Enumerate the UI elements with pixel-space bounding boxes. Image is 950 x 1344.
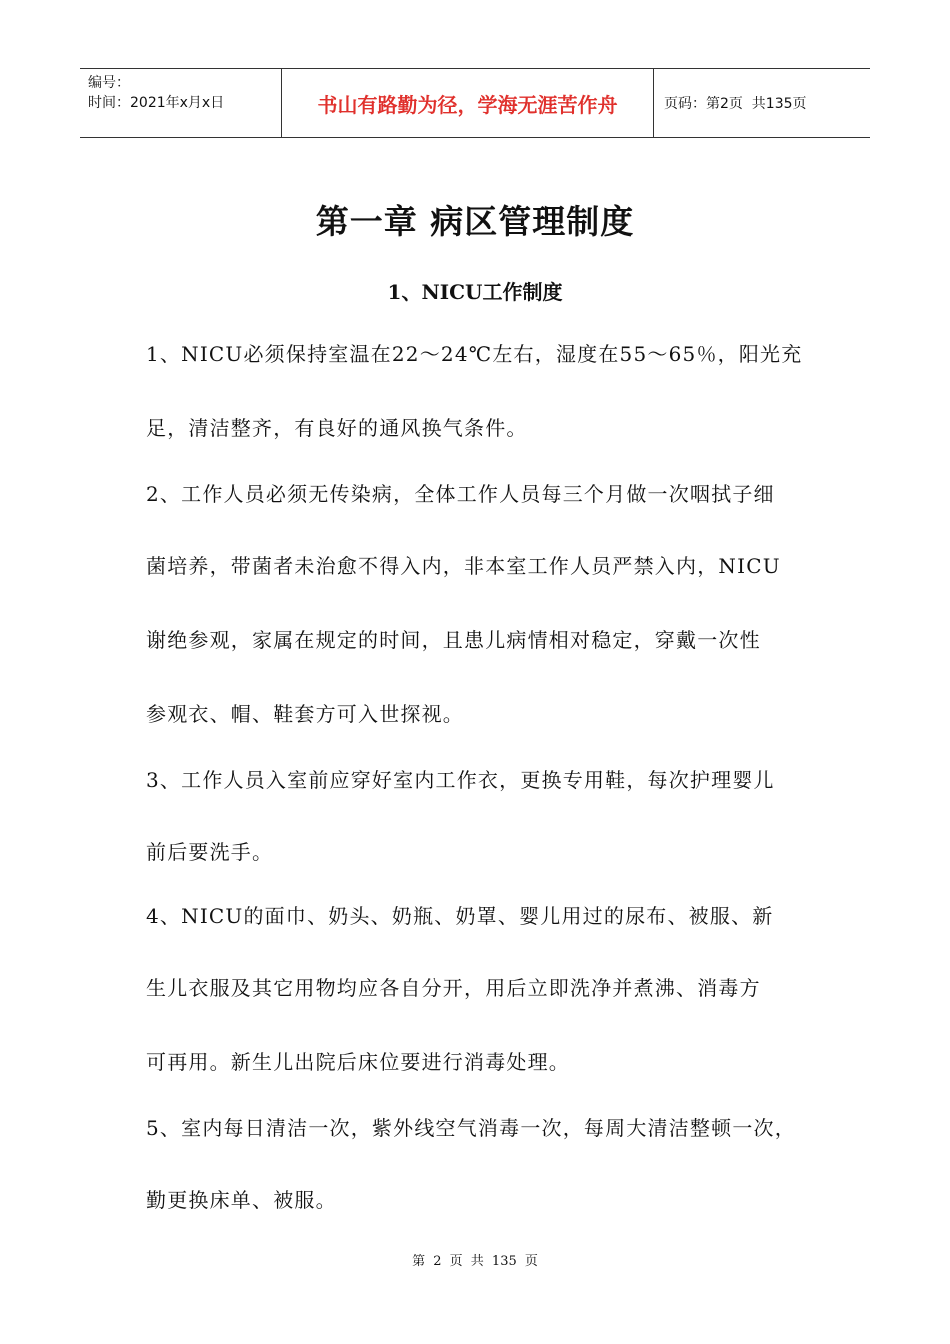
header-motto: 书山有路勤为径，学海无涯苦作舟 (282, 69, 654, 137)
body-line: 1、NICU必须保持室温在22～24℃左右，湿度在55～65％，阳光充 (146, 342, 803, 366)
body-line: 5、室内每日清洁一次，紫外线空气消毒一次，每周大清洁整顿一次， (146, 1116, 796, 1140)
section-title: 1、NICU工作制度 (387, 280, 563, 304)
body-line: 前后要洗手。 (146, 840, 274, 864)
body-line: 3、工作人员入室前应穿好室内工作衣，更换专用鞋，每次护理婴儿 (146, 768, 775, 792)
chapter-title: 第一章 病区管理制度 (315, 202, 635, 241)
body-line: 4、NICU的面巾、奶头、奶瓶、奶罩、婴儿用过的尿布、被服、新 (146, 904, 774, 928)
body-line: 2、工作人员必须无传染病，全体工作人员每三个月做一次咽拭子细 (146, 482, 775, 506)
body-line: 菌培养，带菌者未治愈不得入内，非本室工作人员严禁入内，NICU (146, 554, 781, 578)
body-line: 勤更换床单、被服。 (146, 1188, 337, 1212)
header-time-label: 时间：2021年x月x日 (88, 95, 225, 111)
header-meta (80, 69, 282, 137)
header-page-info-cell (654, 69, 870, 137)
page-header (80, 68, 870, 138)
body-line: 足，清洁整齐，有良好的通风换气条件。 (146, 416, 528, 440)
header-number-label: 编号： (88, 75, 130, 91)
body-line: 参观衣、帽、鞋套方可入世探视。 (146, 702, 464, 726)
body-line: 谢绝参观，家属在规定的时间，且患儿病情相对稳定，穿戴一次性 (146, 628, 761, 652)
body-line: 生儿衣服及其它用物均应各自分开，用后立即洗净并煮沸、消毒方 (146, 976, 761, 1000)
body-line: 可再用。新生儿出院后床位要进行消毒处理。 (146, 1050, 570, 1074)
page-footer: 第 2 页 共 135 页 (412, 1254, 538, 1269)
header-page-info: 页码：第2页 共135页 (664, 96, 807, 112)
